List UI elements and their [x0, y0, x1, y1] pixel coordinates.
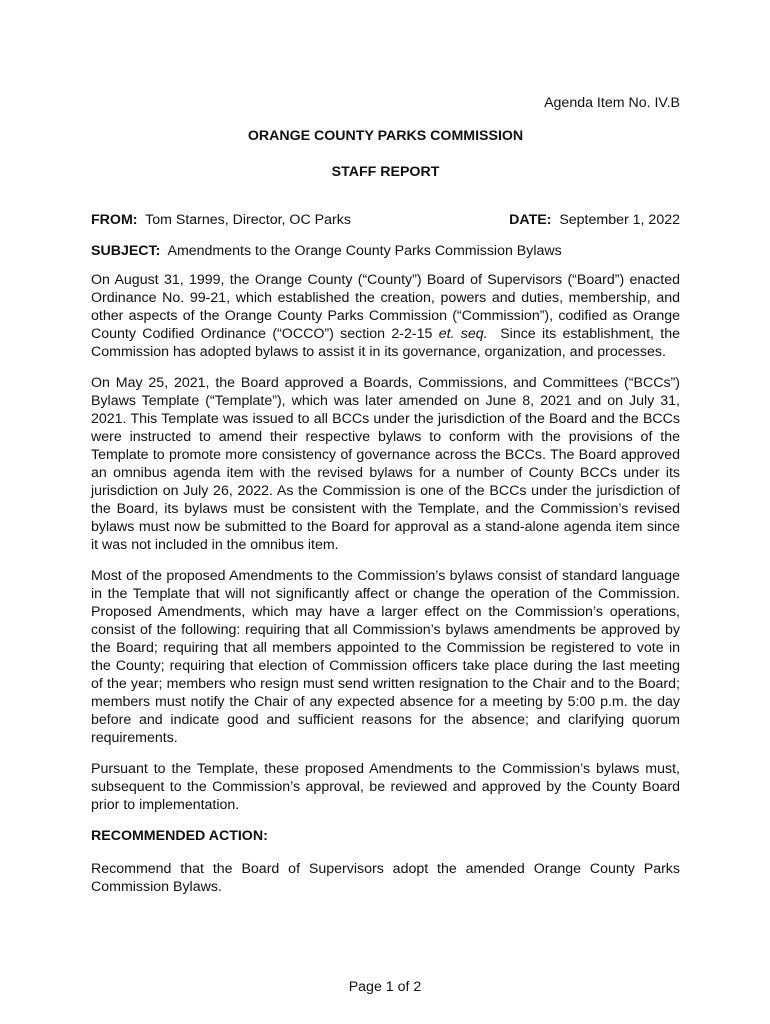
agenda-item-number: Agenda Item No. IV.B [544, 95, 680, 111]
paragraph-4: Pursuant to the Template, these proposed Amendments to the Commission’s bylaws must, subsequent to the Commission’s approval, be reviewed and approved by the County Board prior to implementation. [91, 761, 680, 813]
paragraph-1-italic: et. seq. [438, 326, 488, 342]
from-field [91, 211, 351, 229]
paragraph-1-part-a: On August 31, 1999, the Orange County (“County”) Board of Supervisors (“Board”) enacted Ordinance No. 99-21, which established the creation, powers and duties, membership, and other aspects of the Orange County Parks Commission (“Commission”), codified as Orange County Codified Ordinance (“OCCO”) section 2-2-15 [91, 272, 680, 342]
document-page [91, 94, 680, 896]
recommended-action-text: Recommend that the Board of Supervisors adopt the amended Orange County Parks Commission Bylaws. [91, 861, 680, 895]
from-date-row [91, 211, 680, 229]
paragraph-1-part-b: Since its establishment, the Commission has adopted bylaws to assist it in its governance, organization, and processes. [91, 326, 680, 360]
organization-title: ORANGE COUNTY PARKS COMMISSION [247, 128, 524, 144]
date-label: DATE: [509, 212, 552, 228]
paragraph-1 [91, 271, 680, 361]
date-field [509, 211, 680, 229]
subject-line [91, 242, 680, 260]
date-value: September 1, 2022 [559, 212, 680, 228]
page-number: Page 1 of 2 [348, 979, 422, 995]
subject-label: SUBJECT: [91, 243, 161, 259]
from-label: FROM: [91, 212, 138, 228]
recommended-action-heading: RECOMMENDED ACTION: [91, 828, 268, 844]
from-value: Tom Starnes, Director, OC Parks [145, 212, 351, 228]
report-title: STAFF REPORT [331, 164, 440, 180]
subject-value: Amendments to the Orange County Parks Commission Bylaws [167, 243, 562, 259]
paragraph-2: On May 25, 2021, the Board approved a Boards, Commissions, and Committees (“BCCs”) Bylaws Template (“Template”), which was later amended on June 8, 2021 and on July 31, 2021. This Template was issued to all BCCs under the jurisdiction of the Board and the BCCs were instructed to amend their respective bylaws to conform with the provisions of the Template to promote more consistency of governance across the BCCs. The Board approved an omnibus agenda item with the revised bylaws for a number of County BCCs under its jurisdiction on July 26, 2022. As the Commission is one of the BCCs under the jurisdiction of the Board, its bylaws must be consistent with the Template, and the Commission’s revised bylaws must now be submitted to the Board for approval as a stand-alone agenda item since it was not included in the omnibus item. [91, 375, 680, 553]
paragraph-3: Most of the proposed Amendments to the Commission’s bylaws consist of standard language in the Template that will not significantly affect or change the operation of the Commission. Proposed Amendments, which may have a larger effect on the Commission’s operations, consist of the following: requiring that all Commission’s bylaws amendments be approved by the Board; requiring that all members appointed to the Commission be registered to vote in the County; requiring that election of Commission officers take place during the last meeting of the year; members who resign must send written resignation to the Chair and to the Board; members must notify the Chair of any expected absence for a meeting by 5:00 p.m. the day before and indicate good and sufficient reasons for the absence; and clarifying quorum requirements. [91, 568, 680, 746]
